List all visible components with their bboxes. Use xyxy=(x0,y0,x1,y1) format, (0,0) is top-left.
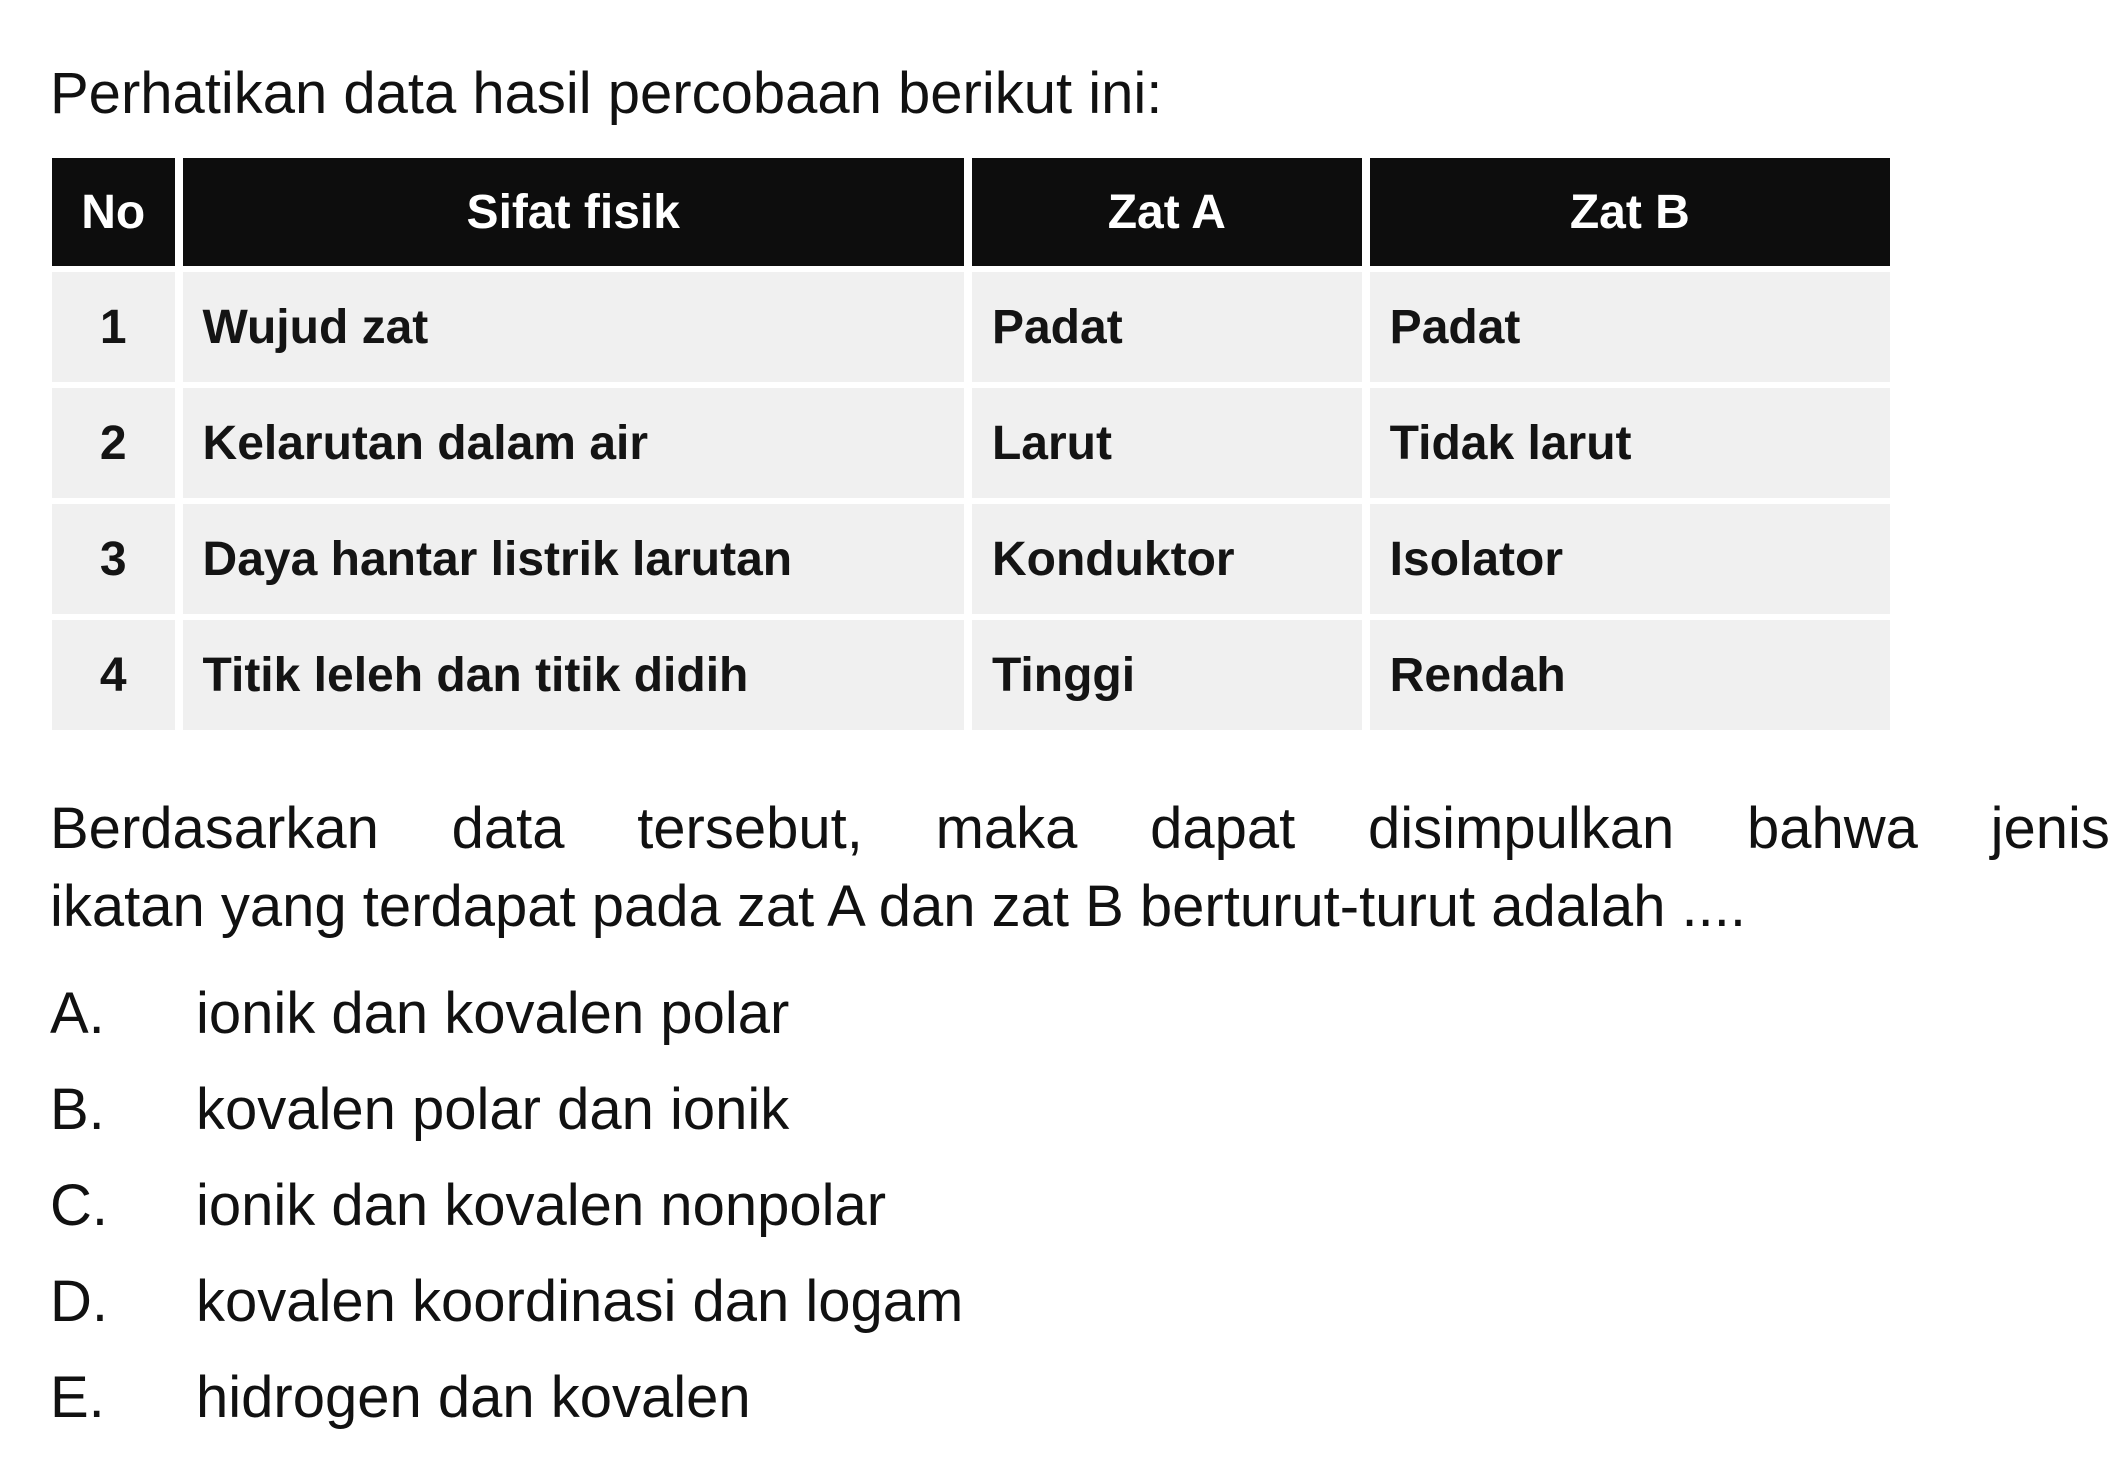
option-text: ionik dan kovalen nonpolar xyxy=(196,1172,887,1238)
data-table xyxy=(44,152,1898,736)
cell-zat-b: Tidak larut xyxy=(1370,388,1890,498)
cell-no: 2 xyxy=(52,388,175,498)
cell-no: 1 xyxy=(52,272,175,382)
cell-zat-a: Konduktor xyxy=(972,504,1362,614)
intro-text: Perhatikan data hasil percobaan berikut ini: xyxy=(50,61,1163,126)
option-text: ionik dan kovalen polar xyxy=(196,980,790,1046)
cell-zat-b: Padat xyxy=(1370,272,1890,382)
header-zat-a: Zat A xyxy=(972,158,1362,266)
table-row xyxy=(52,620,1890,730)
data-table-container xyxy=(52,152,1906,736)
cell-zat-b: Isolator xyxy=(1370,504,1890,614)
cell-sifat-fisik: Titik leleh dan titik didih xyxy=(183,620,964,730)
option-letter: B. xyxy=(50,1076,105,1142)
question-word: jenis xyxy=(1990,796,2110,861)
option-e[interactable] xyxy=(50,1349,963,1445)
option-text: hidrogen dan kovalen xyxy=(196,1364,751,1430)
option-text: kovalen koordinasi dan logam xyxy=(196,1268,964,1334)
question-word: maka xyxy=(935,796,1078,861)
option-letter: A. xyxy=(50,980,105,1046)
header-zat-b: Zat B xyxy=(1370,158,1890,266)
option-a[interactable] xyxy=(50,965,963,1061)
cell-no: 3 xyxy=(52,504,175,614)
cell-zat-b: Rendah xyxy=(1370,620,1890,730)
question-word: Berdasarkan xyxy=(50,796,379,861)
option-text: kovalen polar dan ionik xyxy=(196,1076,790,1142)
cell-zat-a: Padat xyxy=(972,272,1362,382)
answer-options xyxy=(50,965,963,1445)
cell-sifat-fisik: Wujud zat xyxy=(183,272,964,382)
option-d[interactable] xyxy=(50,1253,963,1349)
table-row xyxy=(52,504,1890,614)
question-word: disimpulkan xyxy=(1368,796,1675,861)
option-b[interactable] xyxy=(50,1061,963,1157)
table-header-row xyxy=(52,158,1890,266)
option-letter: C. xyxy=(50,1172,108,1238)
table-row xyxy=(52,272,1890,382)
header-no: No xyxy=(52,158,175,266)
question-line-1 xyxy=(50,790,2110,868)
table-row xyxy=(52,388,1890,498)
cell-sifat-fisik: Daya hantar listrik larutan xyxy=(183,504,964,614)
header-sifat-fisik: Sifat fisik xyxy=(183,158,964,266)
cell-sifat-fisik: Kelarutan dalam air xyxy=(183,388,964,498)
question-word: data xyxy=(451,796,565,861)
cell-zat-a: Tinggi xyxy=(972,620,1362,730)
option-c[interactable] xyxy=(50,1157,963,1253)
cell-no: 4 xyxy=(52,620,175,730)
option-letter: D. xyxy=(50,1268,108,1334)
question-text xyxy=(50,790,2110,946)
question-word: tersebut, xyxy=(637,796,863,861)
question-word: bahwa xyxy=(1747,796,1918,861)
question-word: dapat xyxy=(1150,796,1296,861)
option-letter: E. xyxy=(50,1364,105,1430)
cell-zat-a: Larut xyxy=(972,388,1362,498)
question-line-2: ikatan yang terdapat pada zat A dan zat B berturut-turut adalah .... xyxy=(50,874,1747,939)
